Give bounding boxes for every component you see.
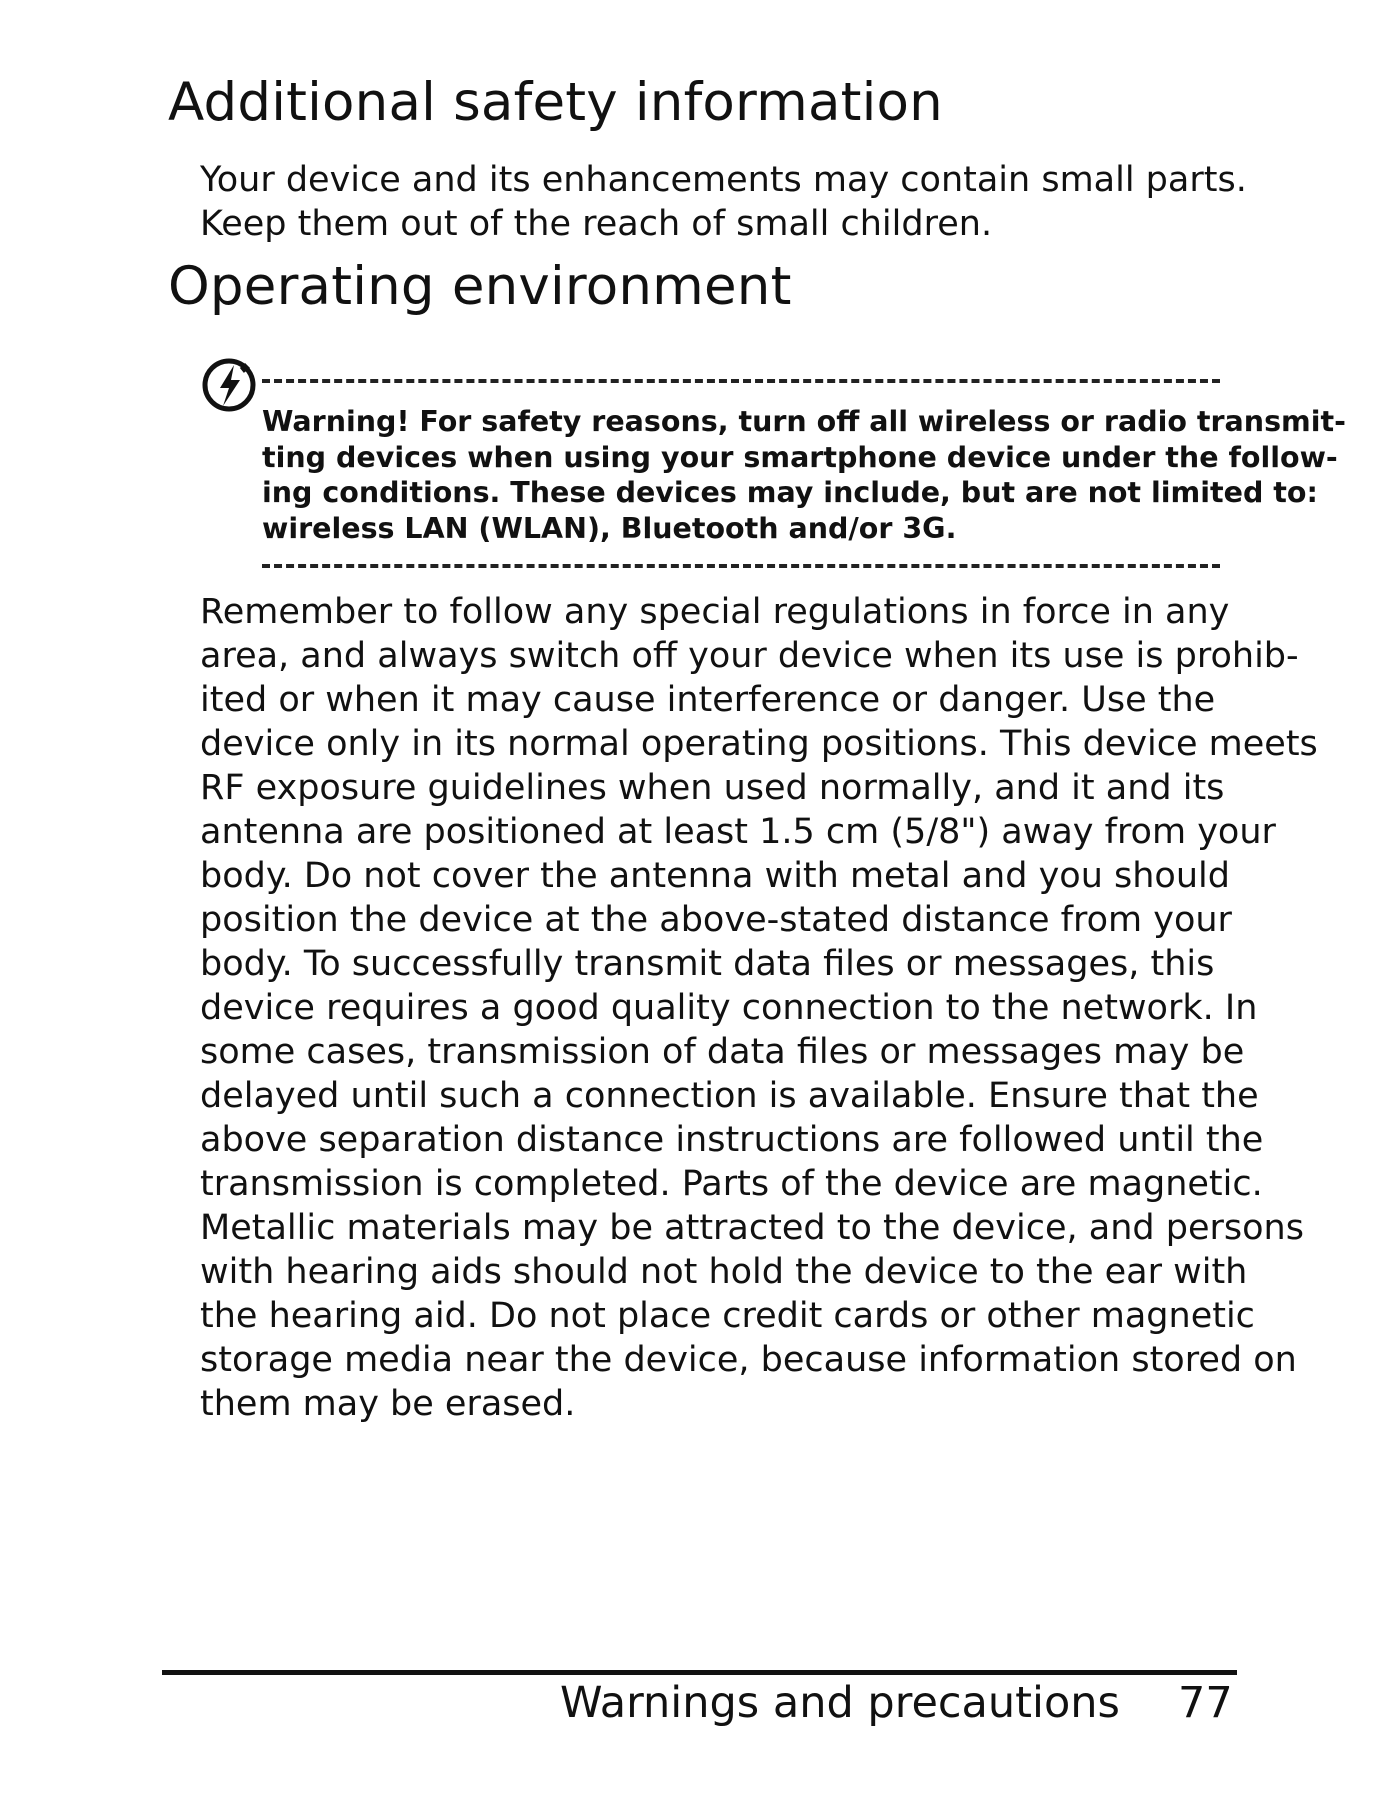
paragraph-line: Metallic materials may be attracted to the device, and persons xyxy=(200,1208,1304,1248)
paragraph-line: above separation distance instructions are followed until the xyxy=(200,1120,1264,1160)
warning-line: ing conditions. These devices may include, but are not limited to: xyxy=(262,476,1318,509)
paragraph-line: Keep them out of the reach of small children. xyxy=(200,204,993,244)
operating-environment-paragraph xyxy=(200,590,1318,1426)
warning-note-text xyxy=(262,404,1346,546)
paragraph-line: device only in its normal operating positions. This device meets xyxy=(200,724,1318,764)
paragraph-line: with hearing aids should not hold the device to the ear with xyxy=(200,1252,1248,1292)
warning-lightning-icon xyxy=(200,355,260,415)
section-heading-additional-safety: Additional safety information xyxy=(168,72,943,133)
paragraph-line: body. Do not cover the antenna with metal and you should xyxy=(200,856,1230,896)
warning-bottom-divider xyxy=(262,564,1220,568)
paragraph-line: them may be erased. xyxy=(200,1384,576,1424)
warning-top-divider xyxy=(262,379,1220,383)
paragraph-line: delayed until such a connection is available. Ensure that the xyxy=(200,1076,1259,1116)
warning-line: ting devices when using your smartphone device under the follow- xyxy=(262,440,1338,474)
additional-safety-paragraph xyxy=(200,158,1260,246)
paragraph-line: body. To successfully transmit data files or messages, this xyxy=(200,944,1215,984)
footer-rule xyxy=(162,1670,1237,1675)
warning-line: wireless LAN (WLAN), Bluetooth and/or 3G. xyxy=(262,511,957,545)
footer-chapter-title: Warnings and precautions xyxy=(560,1678,1120,1728)
paragraph-line: device requires a good quality connection to the network. In xyxy=(200,988,1258,1028)
paragraph-line: ited or when it may cause interference or danger. Use the xyxy=(200,680,1216,720)
paragraph-line: transmission is completed. Parts of the device are magnetic. xyxy=(200,1164,1263,1204)
paragraph-line: antenna are positioned at least 1.5 cm (5/8") away from your xyxy=(200,812,1276,852)
paragraph-line: RF exposure guidelines when used normally, and it and its xyxy=(200,768,1225,808)
page-number: 77 xyxy=(1178,1678,1233,1728)
section-heading-operating-environment: Operating environment xyxy=(168,256,792,317)
paragraph-line: Your device and its enhancements may contain small parts. xyxy=(200,160,1247,200)
paragraph-line: position the device at the above-stated distance from your xyxy=(200,900,1232,940)
paragraph-line: the hearing aid. Do not place credit cards or other magnetic xyxy=(200,1296,1255,1336)
paragraph-line: Remember to follow any special regulations in force in any xyxy=(200,592,1230,632)
paragraph-line: some cases, transmission of data files or messages may be xyxy=(200,1032,1245,1072)
paragraph-line: storage media near the device, because information stored on xyxy=(200,1340,1297,1380)
warning-line: Warning! For safety reasons, turn off all wireless or radio transmit- xyxy=(262,405,1346,438)
paragraph-line: area, and always switch off your device when its use is prohib- xyxy=(200,636,1299,676)
